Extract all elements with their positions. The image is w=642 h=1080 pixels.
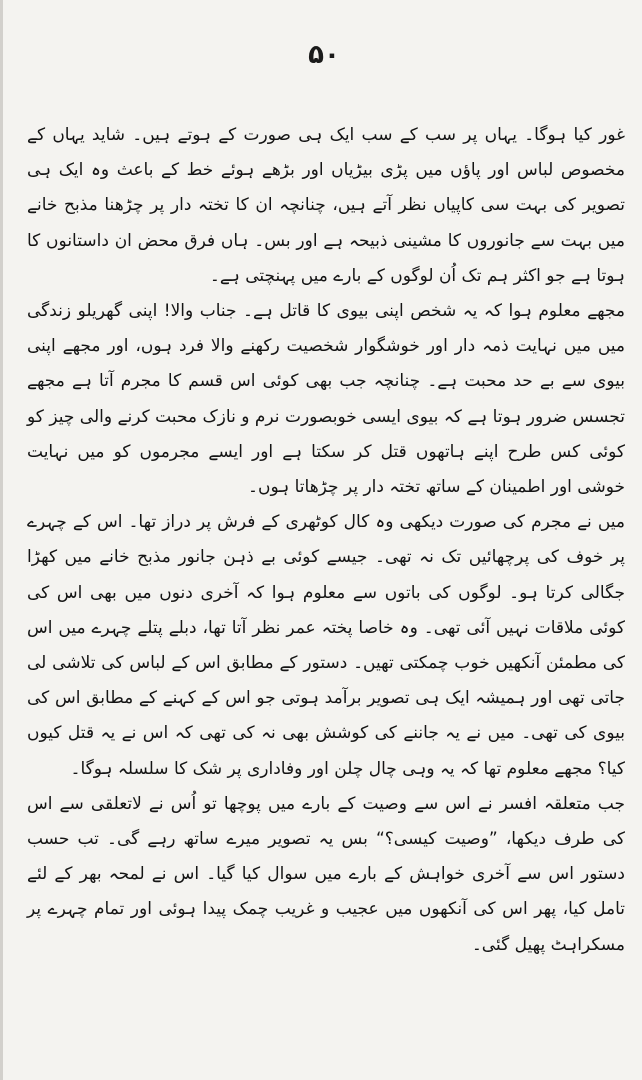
page-number: ۵۰ (308, 40, 340, 70)
page-body (27, 118, 625, 963)
paragraph-3: میں نے مجرم کی صورت دیکھی وہ کال کوٹھری کے فرش پر دراز تھا۔ اس کے چہرے پر خوف کی پرچھائیں تک نہ تھی۔ جیسے کوئی بے ذہن جانور مذبح خانے میں کھڑا جگالی کرتا ہو۔ لوگوں کی باتوں سے معلوم ہوا کہ آخری دنوں میں بھی اس کی کوئی ملاقات نہیں آئی تھی۔ وہ خاصا پختہ عمر نظر آتا تھا، دبلے پتلے چہرے میں اس کی مطمئن آنکھیں خوب چمکتی تھیں۔ دستور کے مطابق اس کے لباس کی تلاشی لی جاتی تھی اور ہمیشہ ایک ہی تصویر برآمد ہوتی جو اس کے کہنے کے مطابق اس کی بیوی کی تھی۔ میں نے یہ جاننے کی کوشش بھی نہ کی تھی کہ اس نے یہ قتل کیوں کیا؟ مجھے معلوم تھا کہ یہ وہی چال چلن اور وفاداری پر شک کا سلسلہ ہوگا۔ (27, 512, 625, 779)
paragraph-1: غور کیا ہوگا۔ یہاں پر سب کے سب ایک ہی صورت کے ہوتے ہیں۔ شاید یہاں کے مخصوص لباس اور پاؤں میں پڑی بیڑیاں اور بڑھے ہوئے خط کے باعث وہ ایک ہی تصویر کی بہت سی کاپیاں نظر آتے ہیں، چنانچہ ان کا تختہ دار پر چڑھنا مذبح خانے میں بہت سے جانوروں کا مشینی ذبیحہ ہے اور بس۔ ہاں فرق محض ان داستانوں کا ہوتا ہے جو اکثر ہم تک اُن لوگوں کے بارے میں پہنچتی ہے۔ (27, 125, 625, 286)
paragraph-4: جب متعلقہ افسر نے اس سے وصیت کے بارے میں پوچھا تو اُس نے لاتعلقی سے اس کی طرف دیکھا، ”وصیت کیسی؟“ بس یہ تصویر میرے ساتھ رہے گی۔ تب حسب دستور اس سے آخری خواہش کے بارے میں سوال کیا گیا۔ اس نے لمحہ بھر کے لئے تامل کیا، پھر اس کی آنکھوں میں عجیب و غریب چمک پیدا ہوئی اور تمام چہرے پر مسکراہٹ پھیل گئی۔ (27, 793, 625, 955)
paragraph-2: مجھے معلوم ہوا کہ یہ شخص اپنی بیوی کا قاتل ہے۔ جناب والا! اپنی گھریلو زندگی میں میں نہایت ذمہ دار اور خوشگوار شخصیت رکھنے والا فرد ہوں، اور مجھے اپنی بیوی سے بے حد محبت ہے۔ چنانچہ جب بھی کوئی اس قسم کا مجرم آتا ہے مجھے تجسس ضرور ہوتا ہے کہ بیوی ایسی خوبصورت نرم و نازک محبت کرنے والی چیز کو کوئی کس طرح اپنے ہاتھوں قتل کر سکتا ہے اور ایسے مجرموں کو میں نہایت خوشی اور اطمینان کے ساتھ تختہ دار پر چڑھاتا ہوں۔ (27, 301, 625, 498)
